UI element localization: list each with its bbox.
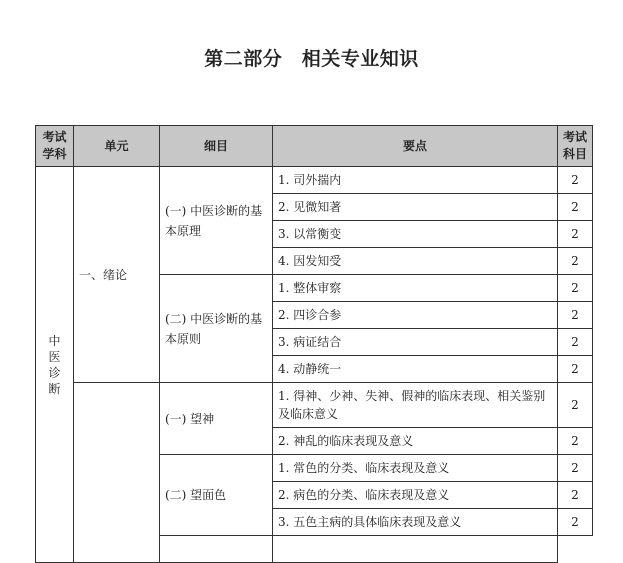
header-exam: 考试 科目 <box>558 126 593 167</box>
subject-label: 中医诊断 <box>48 333 61 396</box>
detail-cell: (一) 望神 <box>160 383 273 455</box>
syllabus-table <box>35 125 593 563</box>
point-cell: 3. 以常衡变 <box>273 221 558 248</box>
point-cell: 3. 五色主病的具体临床表现及意义 <box>273 509 558 536</box>
point-cell: 1. 得神、少神、失神、假神的临床表现、相关鉴别及临床意义 <box>273 383 558 428</box>
point-cell: 4. 动静统一 <box>273 356 558 383</box>
exam-cell: 2 <box>558 167 593 194</box>
exam-cell: 2 <box>558 194 593 221</box>
exam-cell <box>273 536 558 563</box>
header-detail: 细目 <box>160 126 273 167</box>
point-cell: 2. 四诊合参 <box>273 302 558 329</box>
point-cell: 1. 常色的分类、临床表现及意义 <box>273 455 558 482</box>
table-header-row <box>36 126 593 167</box>
exam-cell: 2 <box>558 275 593 302</box>
exam-cell: 2 <box>558 455 593 482</box>
detail-cell: (二) 中医诊断的基本原则 <box>160 275 273 383</box>
point-cell: 2. 见微知著 <box>273 194 558 221</box>
exam-cell: 2 <box>558 383 593 428</box>
point-cell: 3. 病证结合 <box>273 329 558 356</box>
page-title: 第二部分 相关专业知识 <box>204 48 419 70</box>
table-row <box>36 383 593 428</box>
point-cell: 1. 整体审察 <box>273 275 558 302</box>
header-unit: 单元 <box>74 126 160 167</box>
point-cell <box>160 536 273 563</box>
header-subject: 考试 学科 <box>36 126 74 167</box>
table-row <box>36 167 593 194</box>
header-point: 要点 <box>273 126 558 167</box>
exam-cell: 2 <box>558 248 593 275</box>
exam-cell: 2 <box>558 428 593 455</box>
detail-cell: (一) 中医诊断的基本原理 <box>160 167 273 275</box>
exam-cell: 2 <box>558 356 593 383</box>
exam-cell: 2 <box>558 302 593 329</box>
point-cell: 2. 病色的分类、临床表现及意义 <box>273 482 558 509</box>
exam-cell: 2 <box>558 482 593 509</box>
exam-cell: 2 <box>558 509 593 536</box>
subject-cell <box>36 167 74 563</box>
exam-cell: 2 <box>558 329 593 356</box>
unit-cell <box>74 383 160 563</box>
point-cell: 2. 神乱的临床表现及意义 <box>273 428 558 455</box>
exam-cell: 2 <box>558 221 593 248</box>
point-cell: 1. 司外揣内 <box>273 167 558 194</box>
detail-cell: (二) 望面色 <box>160 455 273 536</box>
unit-cell: 一、绪论 <box>74 167 160 383</box>
point-cell: 4. 因发知受 <box>273 248 558 275</box>
